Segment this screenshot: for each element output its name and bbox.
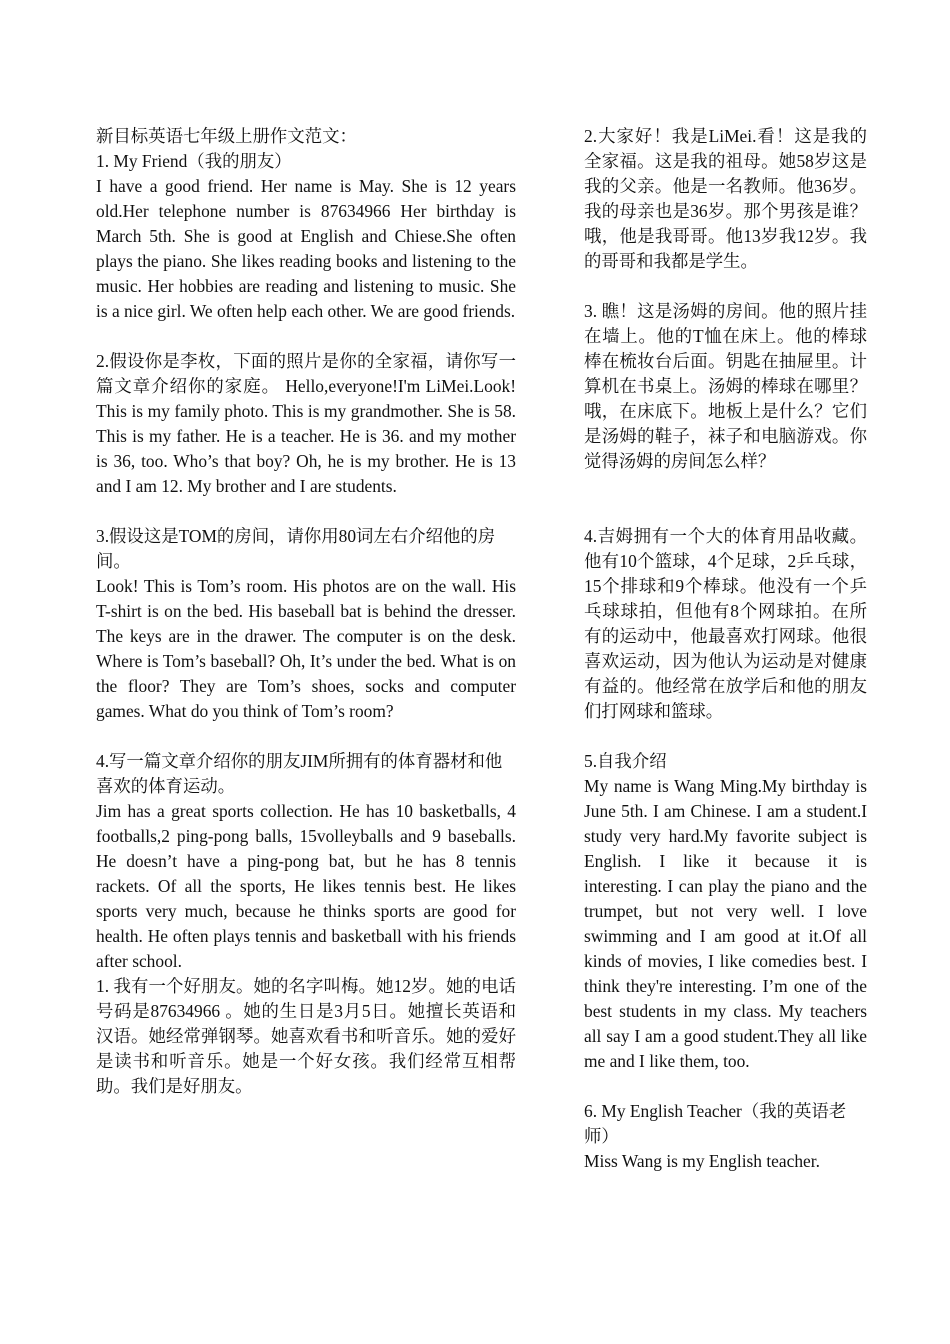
paragraph-gap [584,724,867,749]
section-6-body: Miss Wang is my English teacher. [584,1151,820,1171]
section-4-heading: 4.写一篇文章介绍你的朋友JIM所拥有的体育器材和他喜欢的体育运动。 [96,751,503,796]
document-title: 新目标英语七年级上册作文范文： [96,126,357,146]
section-1-body: I have a good friend. Her name is May. She is 12 years old.Her telephone number is 87634966 Her birthday is March 5th. She is good at English and Chiese.She often plays the piano. She likes reading books and listening to the music. Her hobbies are reading and listening to music. She is a nice girl. We often help each other. We are good friends. [96,176,516,321]
paragraph-gap [584,474,867,524]
paragraph-gap [584,1074,867,1099]
left-column [96,124,516,1099]
paragraph-gap [96,499,516,524]
paragraph-gap [96,324,516,349]
section-5-body: My name is Wang Ming.My birthday is June 5th. I am Chinese. I am a student.I study very hard.My favorite subject is English. I like it because it is interesting. I can play the piano and the trumpet, but not very well. I love swimming and I am good at it.Of all kinds of movies, I like comedies best. I think they're interesting. I’m one of the best students in my class. My teachers all say I am a good student.They all like me and I like them, too. [584,776,867,1071]
section-4-body: Jim has a great sports collection. He has 10 basketballs, 4 footballs,2 ping-pong balls, 15volleyballs and 9 baseballs. He doesn’t have a ping-pong bat, but he has 8 tennis rackets. Of all the sports, He likes tennis best. He likes sports very much, because he thinks sports are good for health. He often plays tennis and basketball with his friends after school. [96,801,516,971]
section-6-heading: 6. My English Teacher（我的英语老师） [584,1101,847,1146]
section-2-body: 2.假设你是李枚，下面的照片是你的全家福，请你写一篇文章介绍你的家庭。 Hello,everyone!I'm LiMei.Look! This is my family photo. This is my grandmother. She is 58. This is my father. He is a teacher. He is 36. and my mother is 36, too. Who’s that boy? Oh, he is my brother. He is 13 and I am 12. My brother and I are students. [96,351,516,496]
section-3-body: Look! This is Tom’s room. His photos are on the wall. His T-shirt is on the bed. His baseball bat is behind the dresser. The keys are in the drawer. The computer is on the desk. Where is Tom’s baseball? Oh, It’s under the bed. What is on the floor? They are Tom’s shoes, socks and computer games. What do you think of Tom’s room? [96,576,516,721]
section-1-heading: 1. My Friend（我的朋友） [96,151,292,171]
translation-2-body: 2.大家好！我是LiMei.看！这是我的全家福。这是我的祖母。她58岁这是我的父亲。他是一名教师。他36岁。我的母亲也是36岁。那个男孩是谁？哦，他是我哥哥。他13岁我12岁。我的哥哥和我都是学生。 [584,126,867,271]
section-5-heading: 5.自我介绍 [584,751,667,771]
translation-4-body: 4.吉姆拥有一个大的体育用品收藏。他有10个篮球，4个足球，2乒乓球，15个排球和9个棒球。他没有一个乒乓球球拍，但他有8个网球拍。在所有的运动中，他最喜欢打网球。他很喜欢运动，因为他认为运动是对健康有益的。他经常在放学后和他的朋友们打网球和篮球。 [584,526,867,721]
translation-1-body: 1. 我有一个好朋友。她的名字叫梅。她12岁。她的电话号码是87634966 。她的生日是3月5日。她擅长英语和汉语。她经常弹钢琴。她喜欢看书和听音乐。她的爱好是读书和听音乐。她是一个好女孩。我们经常互相帮助。我们是好朋友。 [96,976,516,1096]
paragraph-gap [584,274,867,299]
right-column [584,124,867,1174]
translation-3-body: 3. 瞧！这是汤姆的房间。他的照片挂在墙上。他的T恤在床上。他的棒球棒在梳妆台后面。钥匙在抽屉里。计算机在书桌上。汤姆的棒球在哪里？哦，在床底下。地板上是什么？它们是汤姆的鞋子，袜子和电脑游戏。你觉得汤姆的房间怎么样？ [584,301,867,471]
paragraph-gap [96,724,516,749]
section-3-heading: 3.假设这是TOM的房间，请你用80词左右介绍他的房间。 [96,526,496,571]
